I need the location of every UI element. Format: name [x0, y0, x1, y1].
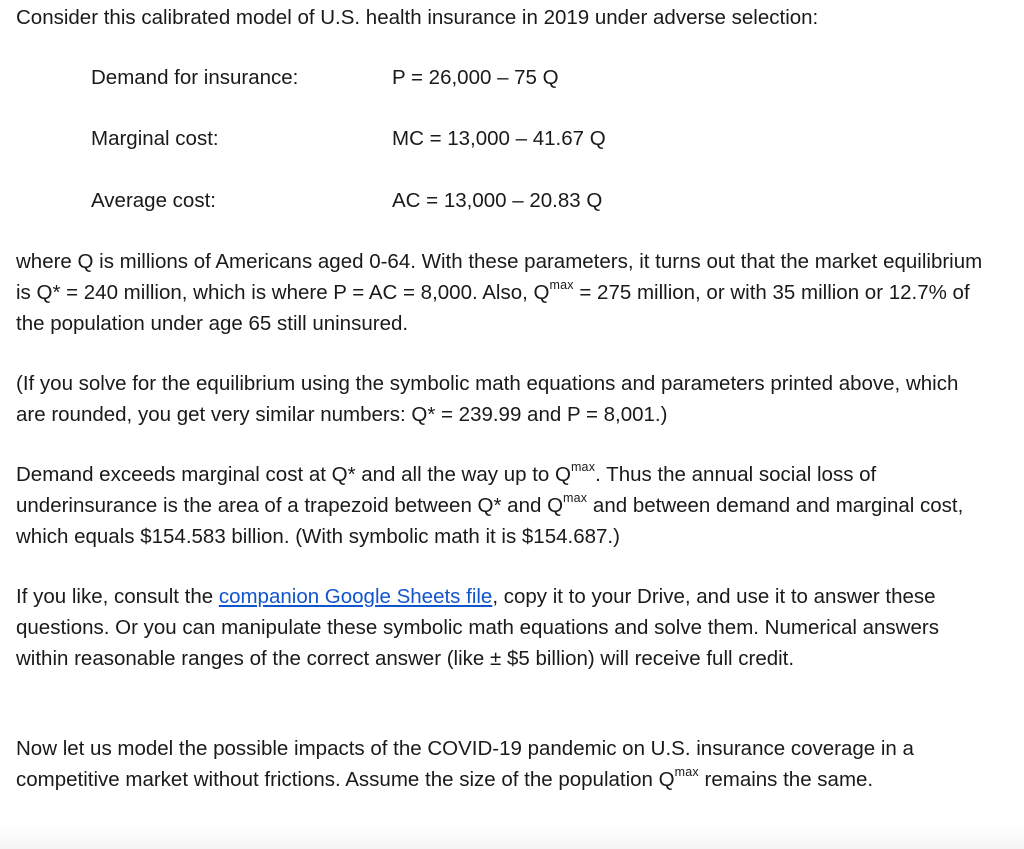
equation-label: Average cost: [91, 189, 216, 212]
equation-label: Marginal cost: [91, 127, 219, 150]
equation-formula: AC = 13,000 – 20.83 Q [392, 189, 603, 212]
paragraph-symbolic-note: (If you solve for the equilibrium using the symbolic math equations and parameters printed above, which are rounded, you get very similar numbers: Q* = 239.99 and P = 8,001.) [16, 372, 959, 426]
equation-row-average-cost [0, 185, 1024, 216]
paragraph-equilibrium: where Q is millions of Americans aged 0-64. With these parameters, it turns out that the market equilibrium is Q* = 240 million, which is where P = AC = 8,000. Also, $Q^{max} = 275$ million, or with 35 million or 12.7% of the population under age 65 still uninsured. [16, 250, 983, 335]
equation-row-demand [0, 62, 1024, 93]
paragraph-companion-file: If you like, consult the companion Google Sheets file, copy it to your Drive, and use it to answer these questions. Or you can manipulate these symbolic math equations and solve them. Numerical answers within reasonable ranges of the correct answer (like ± $5 billion) will receive full credit. [16, 585, 939, 670]
bottom-edge-fade [0, 825, 1024, 849]
paragraph-covid-model: Now let us model the possible impacts of the COVID-19 pandemic on U.S. insurance coverage in a competitive market without frictions. Assume the size of the population $Q^{max}$ remains the same. [16, 737, 914, 791]
equation-formula: P = 26,000 – 75 Q [392, 66, 559, 89]
paragraph-social-loss: Demand exceeds marginal cost at Q* and all the way up to $Q^{max}$. Thus the annual social loss of underinsurance is the area of a trapezoid between Q* and $Q^{max}$ and between demand and marginal cost, which equals $154.583 billion. (With symbolic math it is $154.687.) [16, 460, 964, 548]
equation-formula: MC = 13,000 – 41.67 Q [392, 127, 606, 150]
intro-text: Consider this calibrated model of U.S. health insurance in 2019 under adverse selection: [16, 6, 819, 29]
companion-sheets-link[interactable]: companion Google Sheets file [218, 585, 493, 608]
equation-label: Demand for insurance: [91, 66, 299, 89]
equation-row-marginal-cost [0, 123, 1024, 154]
